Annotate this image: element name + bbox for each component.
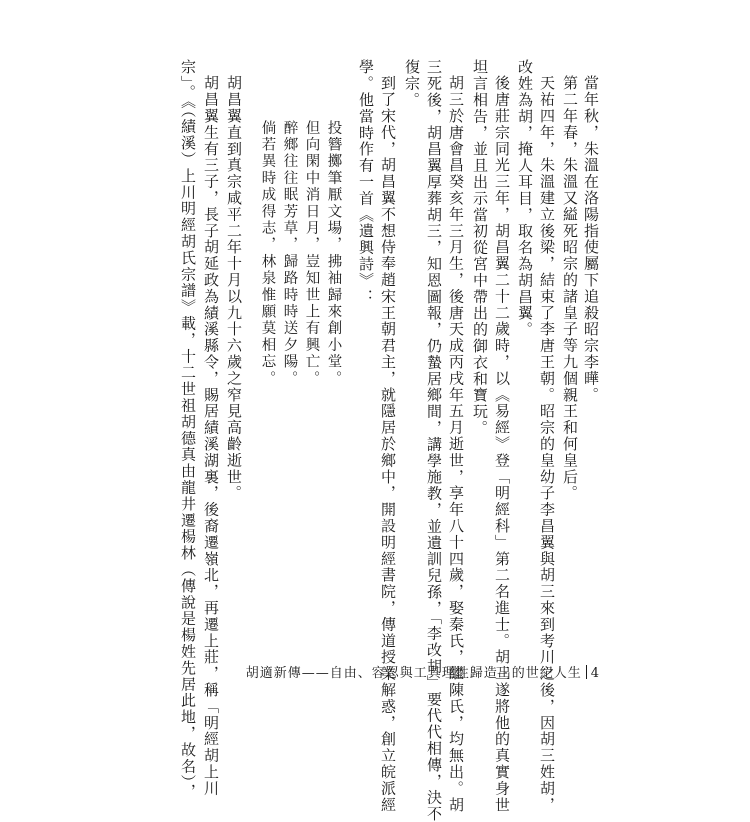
poem-line: 倘若異時成得志，林泉惟願莫相忘。 bbox=[259, 120, 276, 388]
text-column: 坦言相告，並且出示當初從宮中帶出的御衣和寶玩。 bbox=[471, 59, 489, 437]
text-column: 胡昌翼生有三子，長子胡延政為績溪縣令，賜居績溪湖裏，後裔遷嶺北，再遷上莊，稱「明經胡上川 bbox=[202, 75, 220, 797]
text-column: 宗」。《（績溪）上川明經胡氏宗譜》載，十二世祖胡德真由龍井遷楊林（傳說是楊姓先居此地，故名）， bbox=[179, 59, 197, 800]
text-column: 學。他當時作有一首《遺興詩》： bbox=[357, 59, 375, 305]
text-column: 當年秋，朱溫在洛陽指使屬下追殺昭宗李曄。 bbox=[582, 75, 600, 403]
page-number: 4 bbox=[590, 666, 600, 681]
text-column: 改姓為胡，掩人耳目，取名為胡昌翼。 bbox=[516, 59, 534, 338]
text-column: 三死後，胡昌翼厚葬胡三，知恩圖報，仍蟄居鄉間，講學施教，並遺訓兒孫，「李改胡」要代代相傳，決不 bbox=[425, 59, 443, 822]
poem-line: 投簪擲筆厭文場，拂袖歸來創小堂。 bbox=[325, 120, 342, 388]
running-title: 胡適新傳——自由、容忍與工具理性歸造出的世紀人生 bbox=[245, 666, 582, 681]
poem-line: 但向閑中消日月，豈知世上有興亡。 bbox=[303, 120, 320, 388]
text-column: 天祐四年，朱溫建立後梁，結束了李唐王朝。昭宗的皇幼子李昌翼與胡三來到考川之後，因胡三姓胡， bbox=[538, 75, 556, 813]
running-footer bbox=[246, 662, 600, 681]
text-column: 第二年春，朱溫又縊死昭宗的諸皇子等九個親王和何皇后。 bbox=[561, 75, 579, 502]
text-column: 復宗。 bbox=[403, 59, 421, 109]
text-column: 胡昌翼直到真宗咸平二年十月以九十六歲之窄見高齡逝世。 bbox=[225, 75, 243, 502]
text-column: 到了宋代，胡昌翼不想侍奉趙宋王朝君主，就隱居於鄉中，開設明經書院，傳道授業解惑，創立皖派經 bbox=[379, 75, 397, 813]
footer-divider bbox=[586, 665, 587, 679]
text-column: 胡三於唐會昌癸亥年三月生，後唐天成丙戌年五月逝世，享年八十四歲，娶秦氏，繼陳氏，均無出。胡 bbox=[447, 75, 465, 813]
poem-line: 醉鄉往往眠芳草，歸路時時送夕陽。 bbox=[281, 120, 298, 388]
text-column: 後唐莊宗同光三年，胡昌翼二十二歲時，以《易經》登「明經科」第二名進士。胡三遂將他的真實身世 bbox=[493, 75, 511, 813]
